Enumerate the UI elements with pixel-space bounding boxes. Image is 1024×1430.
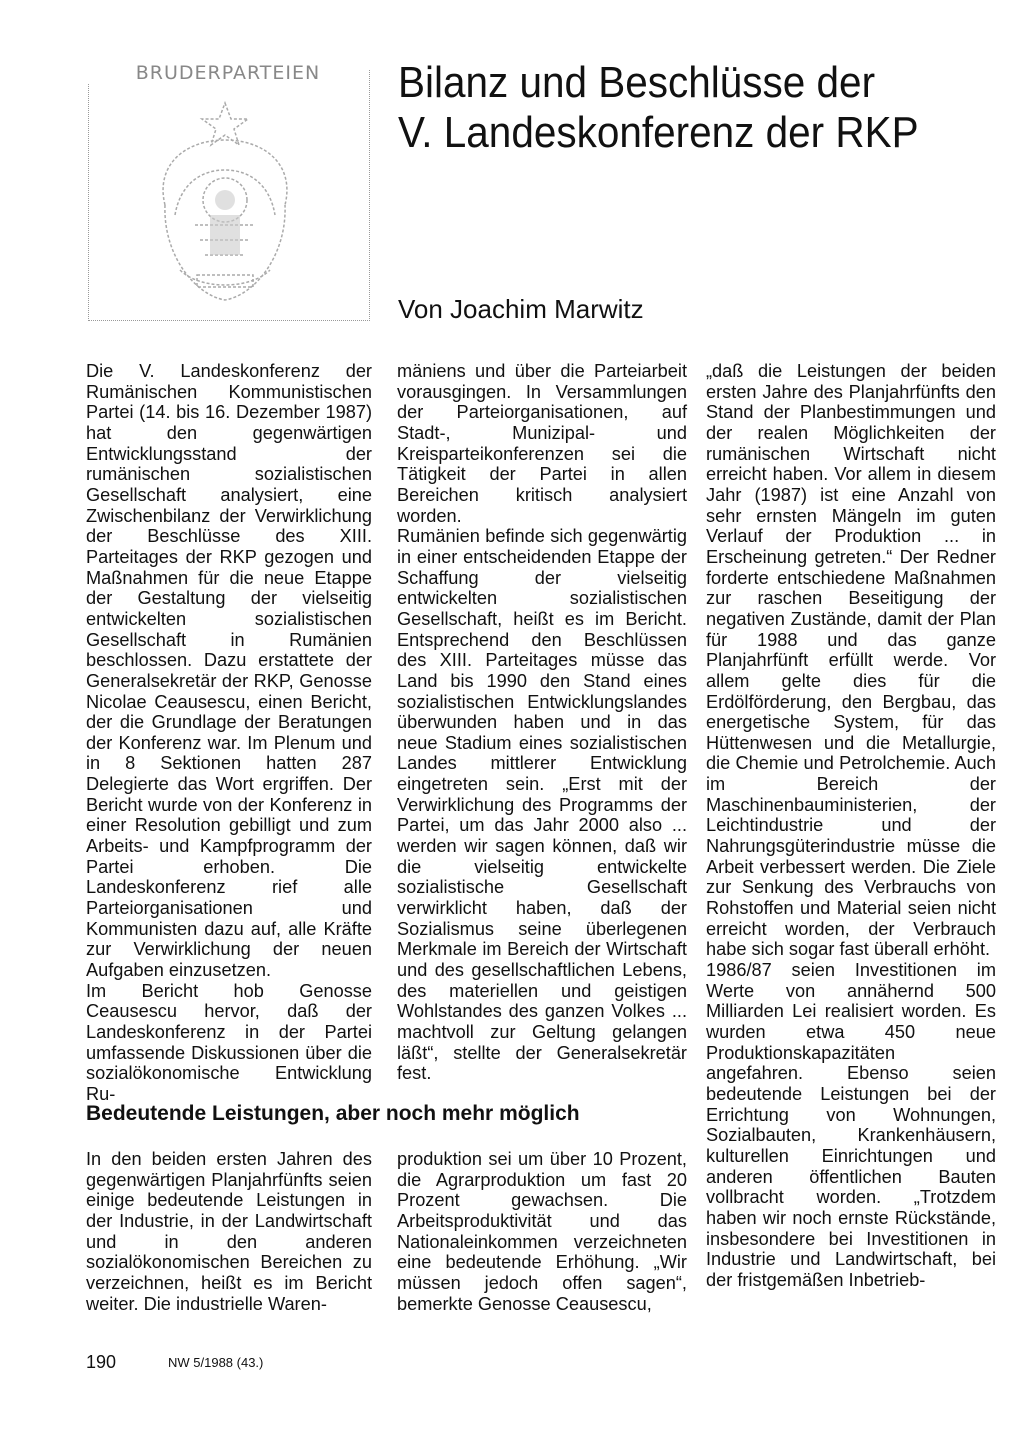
paragraph: „daß die Leistungen der beiden ersten Jahre des Planjahrfünfts den Stand der Planbestimmungen und der realen Möglichkeiten der rumänischen Wirtschaft nicht erreicht haben. Vor allem in diesem Jahr (1987) ist eine Anzahl von sehr ernsten Mängeln im guten Verlauf der Produktion ... in Erscheinung getreten.“ Der Redner forderte entschiedene Maßnahmen zur raschen Beseitigung der negativen Zustände, damit der Plan für 1988 und das ganze Planjahrfünft erfüllt werde. Vor allem gelte dies für die Erdölförderung, den Bergbau, das energetische System, für das Hüttenwesen und die Metallurgie, die Chemie und Petrolchemie. Auch im Bereich der Maschinenbauministerien, der Leichtindustrie und der Nahrungsgüterindustrie müsse die Arbeit verbessert werden. Die Ziele zur Senkung des Verbrauchs von Rohstoffen und Material seien nicht erreicht worden, der Verbrauch habe sich sogar fast überall erhöht. (706, 361, 996, 960)
column-2-lower (397, 1149, 687, 1314)
paragraph: 1986/87 seien Investitionen im Werte von annähernd 500 Milliarden Lei realisiert worden. Es wurden etwa 450 neue Produktionskapazitäten angefahren. Ebenso seien bedeutende Leistungen bei der Errichtung von Wohnungen, Sozialbauten, Krankenhäusern, kulturellen Einrichtungen und anderen öffentlichen Bauten vollbracht worden. „Trotzdem haben wir noch ernste Rückstände, insbesondere bei Investitionen in Industrie und Landwirtschaft, bei der fristgemäßen Inbetrieb- (706, 960, 996, 1290)
column-2 (397, 361, 687, 1084)
paragraph: Die V. Landeskonferenz der Rumänischen Kommunistischen Partei (14. bis 16. Dezember 1987) hat den gegenwärtigen Entwicklungsstand der rumänischen sozialistischen Gesellschaft analysiert, eine Zwischenbilanz der Verwirklichung der Beschlüsse des XIII. Parteitages der RKP gezogen und Maßnahmen für die neue Etappe der Gestaltung der vielseitig entwickelten sozialistischen Gesellschaft in Rumänien beschlossen. Dazu erstattete der Generalsekretär der RKP, Genosse Nicolae Ceausescu, einen Bericht, der die Grundlage der Beratungen der Konferenz war. Im Plenum und in 8 Sektionen hatten 287 Delegierte das Wort ergriffen. Der Bericht wurde von der Konferenz in einer Resolution gebilligt und zum Arbeits- und Kampfprogramm der Partei erhoben. Die Landeskonferenz rief alle Parteiorganisationen und Kommunisten dazu auf, alle Kräfte zur Verwirklichung der neuen Aufgaben einzusetzen. (86, 361, 372, 981)
paragraph: produktion sei um über 10 Prozent, die Agrarproduktion um fast 20 Prozent gewachsen. Die Arbeitsproduktivität und das Nationaleinkommen verzeichneten eine bedeutende Erhöhung. „Wir müssen jedoch offen sagen“, bemerkte Genosse Ceausescu, (397, 1149, 687, 1314)
column-1 (86, 361, 372, 1105)
state-emblem-icon (125, 95, 325, 315)
paragraph: In den beiden ersten Jahren des gegenwärtigen Planjahrfünfts seien einige bedeutende Leistungen in der Industrie, in der Landwirtschaft und in den anderen sozialökonomischen Bereichen zu verzeichnen, heißt es im Bericht weiter. Die industrielle Waren- (86, 1149, 372, 1314)
journal-reference: NW 5/1988 (43.) (168, 1355, 264, 1370)
section-subheading: Bedeutende Leistungen, aber noch mehr möglich (86, 1102, 580, 1125)
section-label: BRUDERPARTEIEN (88, 62, 368, 84)
paragraph: mäniens und über die Parteiarbeit vorausgingen. In Versammlungen der Parteiorganisationen, auf Stadt-, Munizipal- und Kreisparteikonferenzen sei die Tätigkeit der Partei in allen Bereichen kritisch analysiert worden. (397, 361, 687, 526)
paragraph: Rumänien befinde sich gegenwärtig in einer entscheidenden Etappe der Schaffung der vielseitig entwickelten sozialistischen Gesellschaft, heißt es im Bericht. Entsprechend den Beschlüssen des XIII. Parteitages müsse das Land bis 1990 den Stand eines sozialistischen Entwicklungslandes überwunden haben und in das neue Stadium eines sozialistischen Landes mittlerer Entwicklung eingetreten sein. „Erst mit der Verwirklichung des Programms der Partei, um das Jahr 2000 also ... werden wir sagen können, daß wir die vielseitig entwickelte sozialistische Gesellschaft verwirklicht haben, daß der Sozialismus seine überlegenen Merkmale im Bereich der Wirtschaft und des gesellschaftlichen Lebens, des materiellen und geistigen Wohlstandes des ganzen Volkes ... machtvoll zur Geltung gelangen läßt“, stellte der Generalsekretär fest. (397, 526, 687, 1084)
paragraph: Im Bericht hob Genosse Ceausescu hervor, daß der Landeskonferenz in der Partei umfassende Diskussionen über die sozialökonomische Entwicklung Ru- (86, 980, 372, 1104)
title-line-1: Bilanz und Beschlüsse der (398, 58, 876, 107)
page-number: 190 (86, 1352, 117, 1372)
column-3 (706, 361, 996, 1291)
column-1-lower (86, 1149, 372, 1314)
article-title (398, 58, 950, 158)
author-byline: Von Joachim Marwitz (398, 294, 644, 324)
title-line-2: V. Landeskonferenz der RKP (398, 108, 919, 157)
